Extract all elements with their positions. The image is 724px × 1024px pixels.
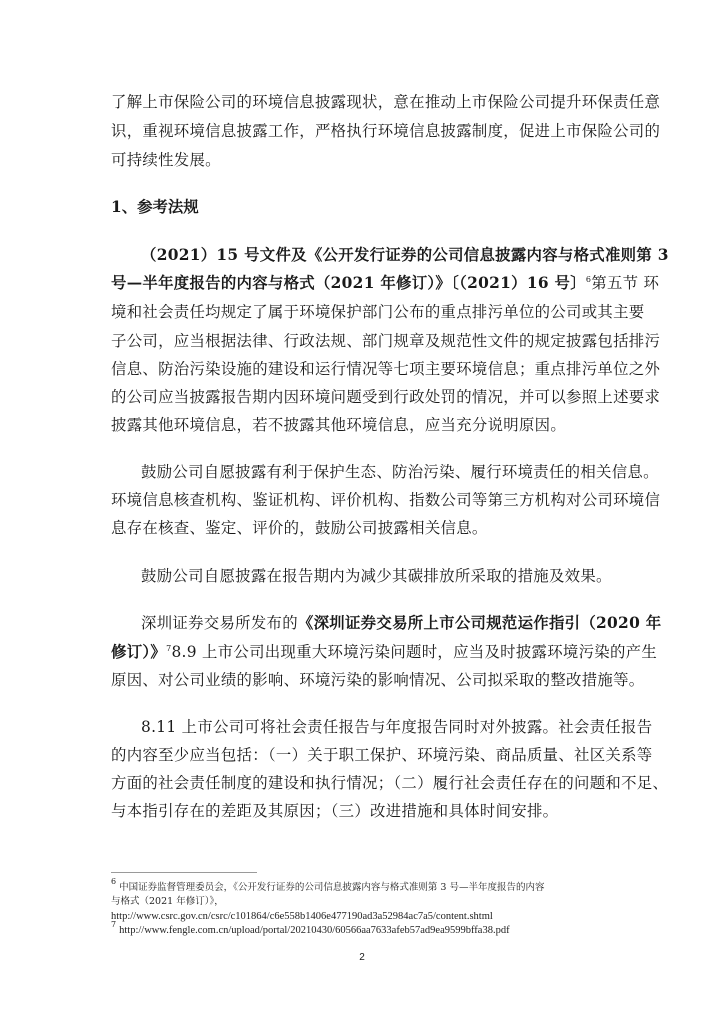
body-text-fragment: 深圳证券交易所发布的 — [141, 614, 298, 632]
body-text-line: 的内容至少应当包括：（一）关于职工保护、环境污染、商品质量、社区关系等 — [111, 746, 653, 764]
footnote-text: 中国证券监督管理委员会，《公开发行证券的公司信息披露内容与格式准则第 3 号—半年度报告的内容 — [119, 882, 545, 893]
body-text-line: 披露其他环境信息，若不披露其他环境信息，应当充分说明原因。 — [111, 416, 567, 434]
section-heading: 1、参考法规 — [111, 198, 199, 216]
law-title: 修订）》 — [111, 643, 167, 661]
footnote-link[interactable]: http://www.csrc.gov.cn/csrc/c101864/c6e558b1406e477190ad3a52984ac7a5/content.shtml — [111, 911, 493, 922]
body-text-line: 的公司应当披露报告期内因环境问题受到行政处罚的情况，并可以参照上述要求 — [111, 388, 661, 406]
body-text-line: 方面的社会责任制度的建设和执行情况；（二）履行社会责任存在的问题和不足、 — [111, 774, 669, 792]
law-title: 《深圳证券交易所上市公司规范运作指引（2020 年 — [297, 614, 662, 632]
footnote-ref: 6 — [585, 275, 592, 284]
body-text-line: 了解上市保险公司的环境信息披露现状，意在推动上市保险公司提升环保责任意 — [111, 93, 661, 111]
body-text-line: 可持续性发展。 — [111, 151, 221, 169]
body-text-line: 鼓励公司自愿披露在报告期内为减少其碳排放所采取的措施及效果。 — [141, 567, 612, 585]
body-text-line: 8.11 上市公司可将社会责任报告与年度报告同时对外披露。社会责任报告 — [141, 718, 653, 736]
body-text-line: 境和社会责任均规定了属于环境保护部门公布的重点排污单位的公司或其主要 — [111, 303, 645, 321]
body-text-line: 识，重视环境信息披露工作，严格执行环境信息披露制度，促进上市保险公司的 — [111, 122, 661, 140]
body-text-line: （2021）15 号文件及《公开发行证券的公司信息披露内容与格式准则第 3 — [141, 246, 669, 264]
footnote-ref: 7 — [166, 644, 172, 653]
body-text-line — [111, 273, 660, 293]
body-text-fragment: 8.9 上市公司出现重大环境污染问题时，应当及时披露环境污染的产生 — [171, 643, 658, 661]
footnote-6 — [111, 877, 545, 894]
body-text-line: 原因、对公司业绩的影响、环境污染的影响情况、公司拟采取的整改措施等。 — [111, 671, 645, 689]
footnote-separator — [111, 872, 257, 873]
footnote-text: 与格式（2021 年修订）》， — [111, 896, 224, 907]
page-number: 2 — [359, 952, 365, 963]
footnote-7 — [111, 920, 510, 937]
body-text-line: 环境信息核查机构、鉴证机构、评价机构、指数公司等第三方机构对公司环境信 — [111, 491, 661, 509]
body-text-line: 子公司，应当根据法律、行政法规、部门规章及规范性文件的规定披露包括排污 — [111, 332, 661, 350]
law-title: 号—半年度报告的内容与格式（2021 年修订）》〔（2021）16 号〕 — [111, 274, 586, 292]
body-text-line: 息存在核查、鉴定、评价的，鼓励公司披露相关信息。 — [111, 519, 488, 537]
footnote-marker: 7 — [111, 920, 117, 929]
footnote-marker: 6 — [111, 877, 117, 886]
body-text-line: 与本指引存在的差距及其原因；（三）改进措施和具体时间安排。 — [111, 802, 559, 820]
body-text-line: 信息、防治污染设施的建设和运行情况等七项主要环境信息；重点排污单位之外 — [111, 360, 661, 378]
footnote-link[interactable]: http://www.fengle.com.cn/upload/portal/20210430/60566aa7633afeb57ad9ea9599bffa38.pdf — [119, 925, 510, 936]
body-text-line — [111, 642, 658, 662]
body-text-line — [111, 613, 662, 633]
body-text-fragment: 第五节 环 — [591, 274, 660, 292]
body-text-line: 鼓励公司自愿披露有利于保护生态、防治污染、履行环境责任的相关信息。 — [141, 463, 659, 481]
